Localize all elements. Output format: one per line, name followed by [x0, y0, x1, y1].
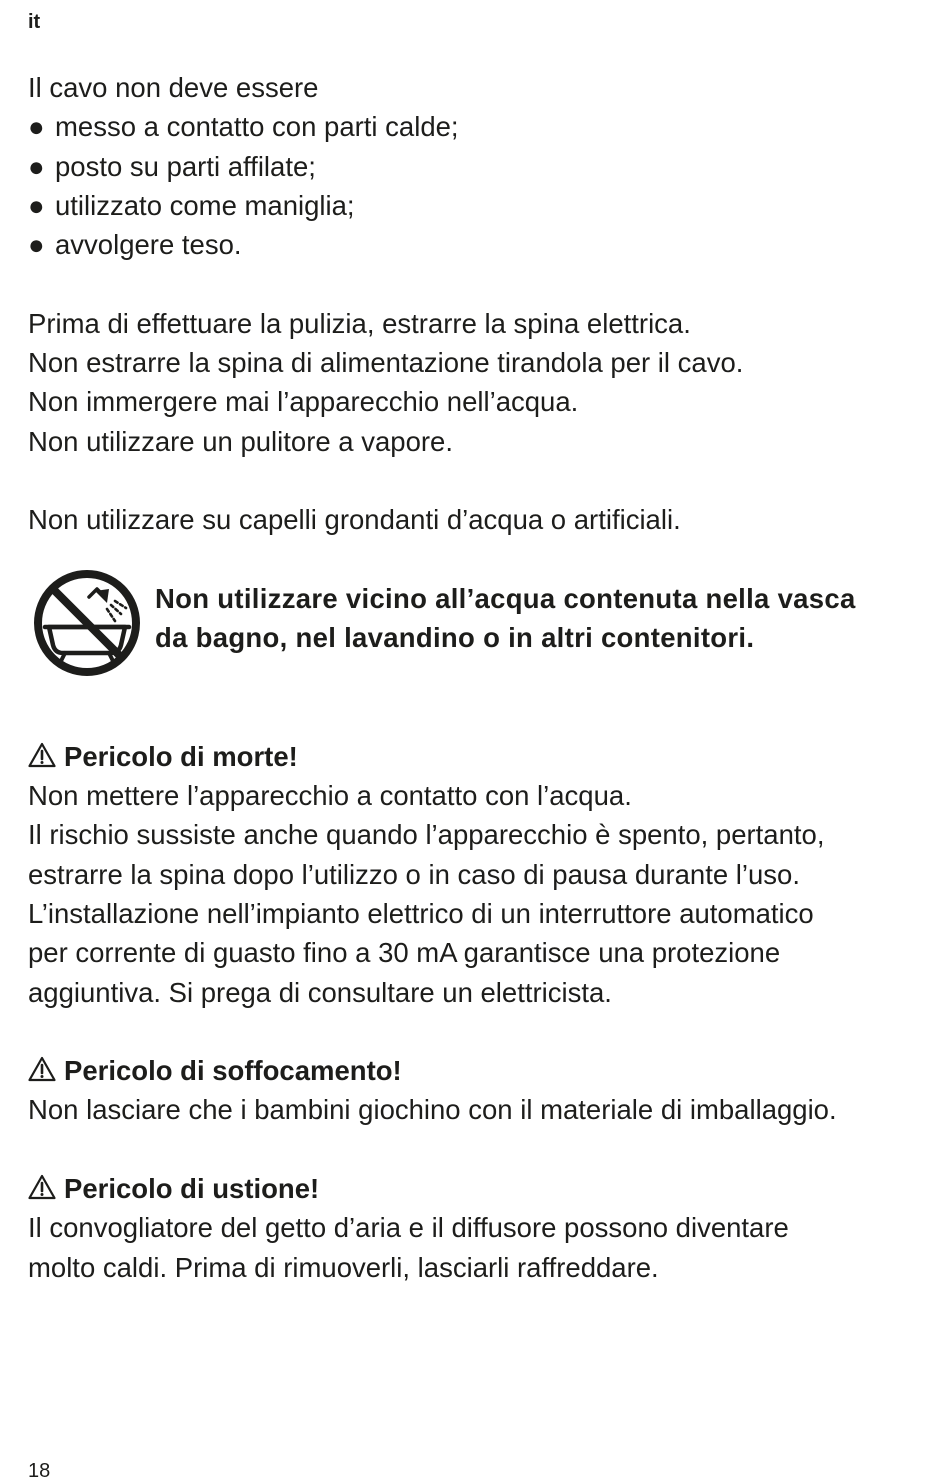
danger-suffocation-heading — [28, 1051, 950, 1090]
cleaning-line: Non utilizzare un pulitore a vapore. — [28, 425, 453, 457]
danger-suffocation-section — [28, 1051, 950, 1130]
cable-bullet-item — [28, 186, 950, 225]
cable-intro: Il cavo non deve essere — [28, 72, 319, 103]
danger-death-line: aggiuntiva. Si prega di consultare un elettricista. — [28, 976, 612, 1008]
danger-death-line: Il rischio sussiste anche quando l’apparecchio è spento, pertanto, — [28, 819, 825, 851]
cable-bullet-item — [28, 147, 950, 186]
danger-death-heading — [28, 737, 950, 776]
danger-burn-title: Pericolo di ustione! — [64, 1173, 320, 1205]
cleaning-line: Non estrarre la spina di alimentazione tirandola per il cavo. — [28, 347, 744, 379]
cable-bullet-text: posto su parti affilate; — [55, 150, 316, 182]
water-warning — [28, 579, 950, 698]
cable-section — [28, 68, 950, 264]
cable-bullet-item — [28, 225, 950, 264]
water-warning-line: Non utilizzare vicino all’acqua contenuta nella vasca — [155, 582, 856, 614]
cable-bullet-text: avvolgere teso. — [55, 229, 242, 261]
danger-death-line: per corrente di guasto fino a 30 mA garantisce una protezione — [28, 937, 781, 969]
warning-triangle-icon — [28, 742, 56, 768]
danger-burn-line: Il convogliatore del getto d’aria e il diffusore possono diventare — [28, 1212, 789, 1244]
danger-death-line: Non mettere l’apparecchio a contatto con l’acqua. — [28, 780, 632, 812]
bullet-icon: ● — [28, 189, 45, 221]
warning-triangle-icon — [28, 1056, 56, 1082]
cable-bullet-text: utilizzato come maniglia; — [55, 189, 355, 221]
hair-note-text: Non utilizzare su capelli grondanti d’acqua o artificiali. — [28, 504, 681, 536]
bullet-icon: ● — [28, 229, 45, 261]
danger-death-line: L’installazione nell’impianto elettrico di un interruttore automatico — [28, 897, 814, 929]
language-label: it — [28, 11, 41, 33]
danger-burn-line: molto caldi. Prima di rimuoverli, lasciarli raffreddare. — [28, 1251, 659, 1283]
bullet-icon: ● — [28, 150, 45, 182]
water-warning-text — [155, 579, 856, 658]
danger-suffocation-line: Non lasciare che i bambini giochino con il materiale di imballaggio. — [28, 1094, 837, 1126]
cable-bullet-text: messo a contatto con parti calde; — [55, 111, 459, 143]
bullet-icon: ● — [28, 111, 45, 143]
danger-burn-heading — [28, 1169, 950, 1208]
no-bathtub-icon — [31, 567, 143, 679]
warning-triangle-icon — [28, 1174, 56, 1200]
cleaning-line: Prima di effettuare la pulizia, estrarre la spina elettrica. — [28, 307, 691, 339]
water-warning-line: da bagno, nel lavandino o in altri contenitori. — [155, 622, 755, 654]
danger-burn-section — [28, 1169, 950, 1287]
danger-suffocation-title: Pericolo di soffocamento! — [64, 1055, 402, 1087]
page-number: 18 — [28, 1460, 51, 1482]
page-content — [28, 68, 950, 1326]
cleaning-line: Non immergere mai l’apparecchio nell’acqua. — [28, 386, 579, 418]
cable-bullet-item — [28, 107, 950, 146]
danger-death-title: Pericolo di morte! — [64, 740, 298, 772]
hair-note — [28, 500, 950, 539]
danger-death-section — [28, 737, 950, 1012]
danger-death-line: estrarre la spina dopo l’utilizzo o in caso di pausa durante l’uso. — [28, 858, 800, 890]
cleaning-section — [28, 304, 950, 461]
